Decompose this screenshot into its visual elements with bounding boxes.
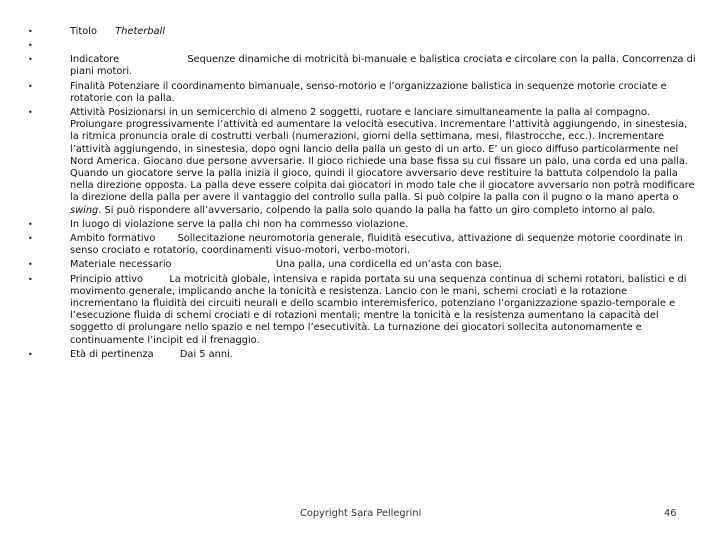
item-text: La motricità globale, intensiva e rapida portata su una sequenza continua di schemi rotatori, balistici e di movimento generale, implicando anche la tonicità e resistenza. Lancio con le mani, schemi crociati e la rotazione incrementano la fluidità dei circuiti neurali e dello scambio interemisferico, potenziano l’organizzazione spazio-temporale e l’esecuzione fluida di schemi crociati e di rotazioni mentali; mentre la tonicità e la resistenza aumentano la capacità del soggetto di prolungare nello spazio e nel tempo l’esecutività. La turnazione dei giocatori sollecita autonomamente e continuamente l’incipit ed il frenaggio. <box>70 273 687 346</box>
bullet-icon: • <box>28 55 33 65</box>
bullet-icon: • <box>28 81 33 91</box>
list-item-ambito <box>28 233 696 257</box>
item-label: Ambito formativo <box>70 233 156 245</box>
item-label: Principio attivo <box>70 273 144 285</box>
item-label: Età di pertinenza <box>70 348 154 360</box>
list-item-finalita <box>28 81 696 105</box>
item-text: Posizionarsi in un semicerchio di almeno 2 soggetti, ruotare e lanciare simultaneamente la palla al compagno. Prolungare progressivamente l’attività ed aumentare la velocità esecutiva. Incrementare l’attività aggiungendo, in sinestesia, la ritmica pronuncia orale di costrutti verbali (numerazioni, giorni della settimana, mesi, filastrocche, ecc.). Incrementare l’attività aggiungendo, in sinestesia, dopo ogni lancio della palla un gesto di un arto. E’ un gioco diffuso particolarmente nel Nord America. Giocano due persone avversarie. Il gioco richiede una base fissa su cui fissare un palo, una corda ed una palla. Quando un giocatore serve la palla inizia il gioco, quindi il giocatore avversario deve restituire la battuta colpendolo la palla nella direzione opposta. La palla deve essere colpita dai giocatori in modo tale che il giocatore avversario non potrà modificare la direzione della palla per avere il vantaggio del controllo sulla palla. Si può colpire la palla con il pugno o la mano aperta o <box>70 107 695 204</box>
item-text: Una palla, una cordicella ed un’asta con base. <box>275 259 503 271</box>
bullet-icon: • <box>28 260 33 270</box>
item-text-tail: . Si può rispondere all’avversario, colpendo la palla solo quando la palla ha fatto un giro completo intorno al palo. <box>98 204 656 216</box>
bullet-icon: • <box>28 219 33 229</box>
bullet-icon: • <box>28 41 33 51</box>
item-text: Sollecitazione neuromotoria generale, fluidità esecutiva, attivazione di sequenze motorie coordinate in senso crociato e rotatorio, coordinamenti visuo-motori, verbo-motori. <box>70 233 683 257</box>
item-label: Materiale necessario <box>70 259 172 271</box>
list-item-violazione <box>28 219 696 231</box>
item-text: Potenziare il coordinamento bimanuale, senso-motorio e l’organizzazione balistica in sequenze motorie crociate e rotatorie con la palla. <box>70 80 667 104</box>
list-item-eta <box>28 349 696 361</box>
bullet-icon: • <box>28 27 33 36</box>
bullet-icon: • <box>28 108 33 118</box>
copyright-footer: Copyright Sara Pellegrini <box>300 508 422 519</box>
list-item-materiale <box>28 259 696 271</box>
item-label: Titolo <box>70 26 97 37</box>
bullet-icon: • <box>28 349 33 359</box>
item-text: Theterball <box>115 26 166 37</box>
item-text: Dai 5 anni. <box>179 348 233 360</box>
item-label: Attività <box>70 107 106 119</box>
list-item-titolo <box>28 26 696 38</box>
bullet-icon: • <box>28 274 33 284</box>
bullet-icon: • <box>28 234 33 244</box>
item-label: Finalità <box>70 80 106 92</box>
list-item-empty <box>28 40 696 52</box>
list-item-principio <box>28 274 696 347</box>
item-text: Sequenze dinamiche di motricità bi-manuale e balistica crociata e circolare con la palla. Concorrenza di piani motori. <box>70 54 696 78</box>
list-item-attivita <box>28 107 696 217</box>
item-text-italic: swing <box>70 204 99 216</box>
item-text: In luogo di violazione serve la palla chi non ha commesso violazione. <box>70 218 409 230</box>
page-number: 46 <box>664 508 677 519</box>
bullet-list <box>28 26 696 361</box>
list-item-indicatore <box>28 54 696 78</box>
item-label: Indicatore <box>70 54 120 66</box>
